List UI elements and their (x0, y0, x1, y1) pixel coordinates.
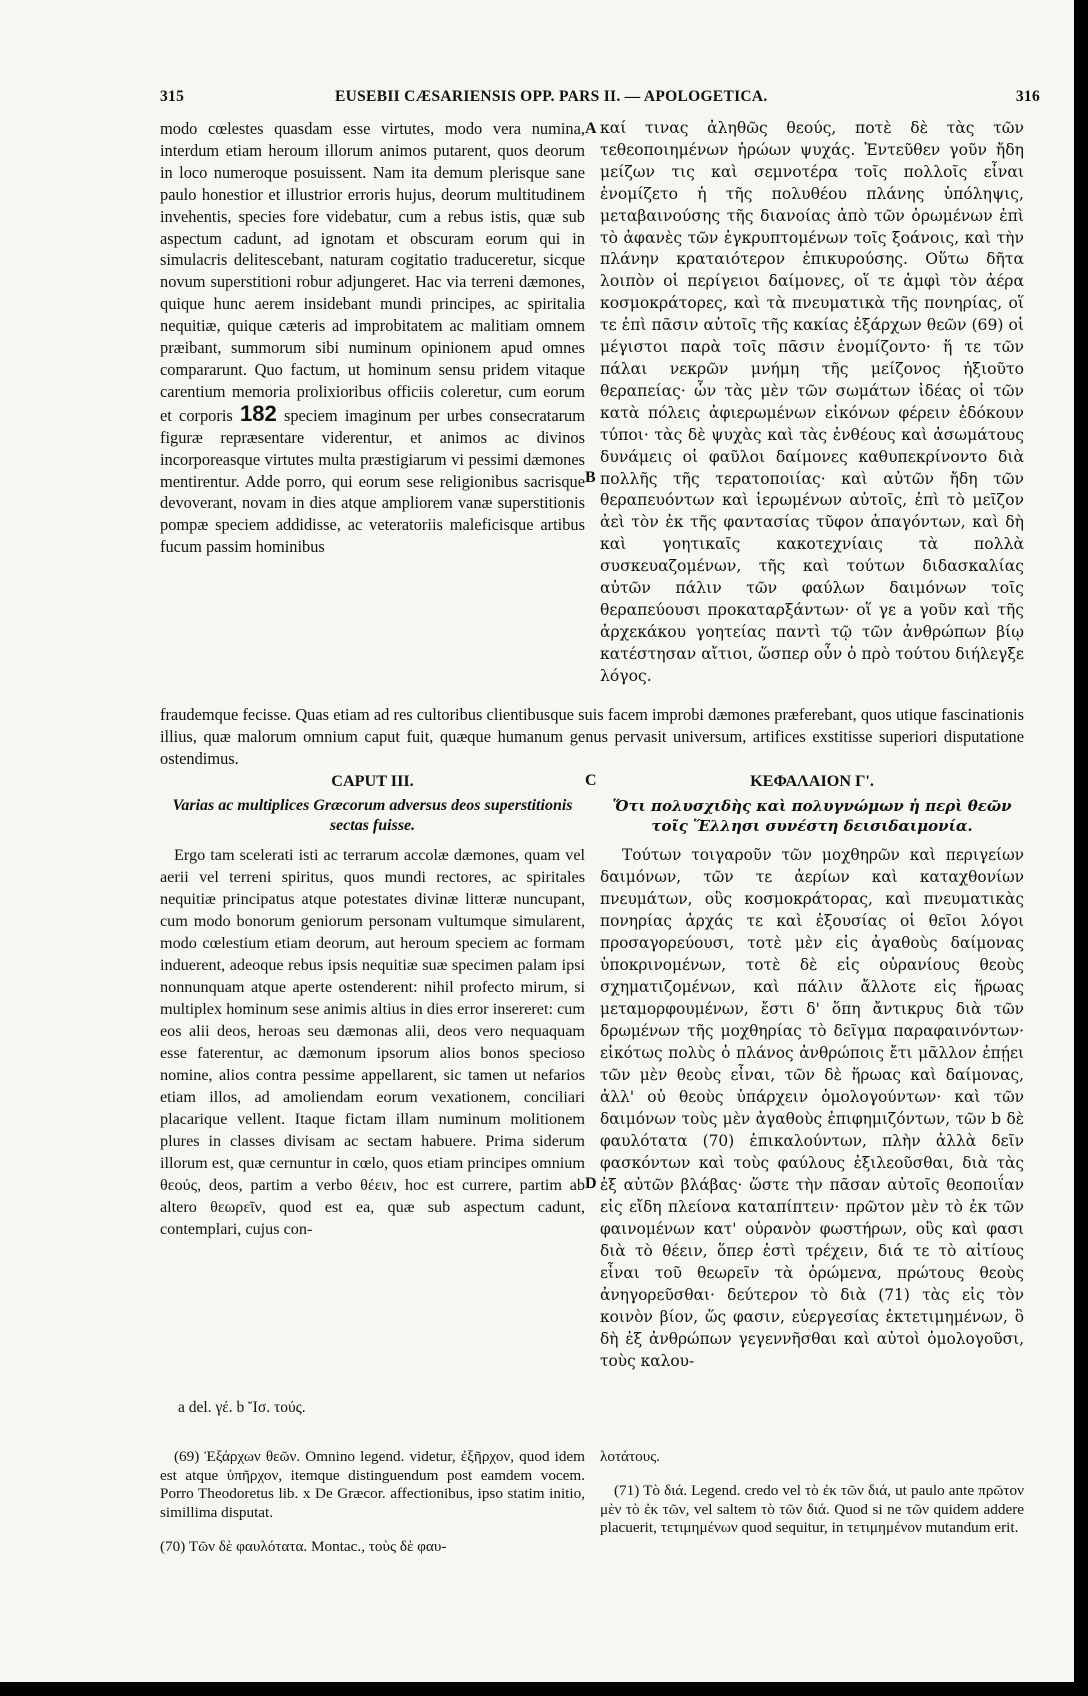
footnote-right-column (600, 1433, 1024, 1553)
greek-chapter-body (600, 844, 1024, 1372)
page-marker: 182 (240, 400, 277, 426)
latin-text-part1: modo cœlestes quasdam esse virtutes, modo vera numina, interdum etiam heroum illorum animos putarent, quos deorum in loco numeroque posuissent. Nam ita demum plerisque sane paulo honestior et illustrior erroris hujus, deorum multitudinem invehentis, species fore videbatur, cum a rebus istis, quæ sub aspectum cadunt, ad ignotam et obscuram eorum qui in simulacris delitescebant, naturam cogitatio traduceretur, sicque novum superstitioni robur adjungeret. Hac via terreni dæmones, quique hunc aerem insidebant mundi principes, ac spiritalia nequitiæ, quique cæteris ad improbitatem ac malitiam omnem præibant, summorum sibi numinum opinionem apud omnes compararunt. Quo factum, ut hominum sensu pridem vitaque carentium memoria prolixioribus officiis coleretur, cum eorum et corporis (160, 119, 585, 425)
left-page-number: 315 (160, 88, 185, 105)
latin-chapter-text: Ergo tam scelerati isti ac terrarum accolæ dæmones, quam vel aerii vel terreni spiritus, quos mundi rectores, ac spiritales nequitiæ principatus atque potestates divinæ litteræ nuncupant, cum modo bonorum geniorum personam vultumque simularent, modo cœlestium etiam deorum, aut heroum speciem ac formam induerent, adeoque rebus ipsis nequitiæ suæ specimen palam ipsi nonnunquam atque aperte ostenderent: nihil profecto mirum, si multiplex hominum sese animis altius in dies error insereret: cum eos alii deos, heroas seu dæmonas alii, deos vero nequaquam esse faterentur, ac dæmonum ipsorum alios bonos specioso nomine, alios contra pessime appellarent, sic tamen ut nefarios etiam illos, ad amoliendam eorum vexationem, conciliari placarique vellent. Itaque fictam illam numinum molitionem plures in classes divisam ac sectam habuere. Prima siderum illorum est, quæ cernuntur in cœlo, quos etiam principes omnium θεούς, deos, partim a verbo θέειν, hoc est currere, partim ab altero θεωρεῖν, quod est ea, quæ sub aspectum cadunt, contemplari, cujus con- (160, 846, 585, 1238)
latin-chapter-body (160, 844, 585, 1240)
greek-column-top (600, 118, 1024, 688)
margin-letter-d: D (585, 1175, 597, 1192)
footnote-71-text: (71) Τὸ διά. Legend. credo vel τὸ ἐκ τῶν διά, ut paulo ante πρῶτον μὲν τὸ ἐκ τῶν, vel saltem τὸ τῶν διά. Quod si ne τῶν quidem addere placuerit, τετιμημένων quod sequitur, in τετιμημένον mutandum erit. (600, 1481, 1024, 1537)
latin-column-top (160, 118, 585, 558)
footnote-70-right-text: λοτάτους. (600, 1448, 661, 1466)
full-width-paragraph (160, 704, 1024, 770)
greek-text-top: καί τινας ἀληθῶς θεούς, ποτὲ δὲ τὰς τῶν τεθεοποιημένων ἡρώων ψυχάς. Ἐντεῦθεν γοῦν ἤδη μείζων τις καὶ σεμνοτέρα τοῖς πολλοῖς εἶναι ἐνομίζετο ἡ τῆς πολυθέου πλάνης ὑπόληψις, μεταβαινούσης τῆς διανοίας ἀπὸ τῶν ὁρωμένων ἐπὶ τὸ ἀφανὲς τῶν ἐγκρυπτομένων τοῖς ξοάνοις, καὶ τὴν πλάνην κραταιότερον ἐπικυρούσης. Οὕτω δῆτα λοιπὸν οἱ περίγειοι δαίμονες, οἵ τε ἀμφὶ τὸν ἀέρα κοσμοκράτορες, καὶ τὰ πνευματικὰ τῆς πονηρίας, οἵ τε ἐπὶ πᾶσιν αὐτοῖς τῆς κακίας ἐξάρχων θεῶν (69) οἱ μέγιστοι παρὰ τοῖς πᾶσιν ἐνομίζοντο· ἥ τε τῶν πάλαι νεκρῶν μνήμη τῆς μείζονος ἠξιοῦτο θεραπείας· ὧν τὰς μὲν τῶν σωμάτων ἰδέας οἱ τῶν κατὰ πόλεις ἀφιερωμένων εἰκόνων φέρειν ἐδόκουν τύποι· τὰς δὲ ψυχὰς καὶ τὰς ἐνθέους καὶ ἀσωμάτους δυνάμεις οἱ φαῦλοι δαίμονες καθυπεκρίνοντο διὰ πολλῆς τῆς τερατοποιίας· καὶ αὐτῶν ἤδη τῶν θεραπευόντων καὶ ἱερωμένων αὐτοῖς, ἐπὶ τὸ μεῖζον ἀεὶ τὸν ἐκ τῆς φαντασίας τῦφον ἀπαγόντων, καὶ δὴ καὶ γοητικαῖς κακοτεχνίαις τὰ πολλὰ συσκευαζομένων, τῆς καὶ τούτων διδασκαλίας αὐτῶν πάλιν τῶν φαύλων δαιμόνων τοῖς θεραπεύουσι προκαταρξάντων· οἵ γε a γοῦν καὶ τῆς ἀρχεκάκου γοητείας παντὶ τῷ τῶν ἀνθρώπων βίῳ κατέστησαν αἴτιοι, ὥσπερ οὖν ὁ πρὸ τούτου διήλεγξε λόγος. (600, 119, 1024, 685)
margin-letter-a: A (585, 120, 597, 137)
footnote-69 (160, 1433, 585, 1572)
running-title: EUSEBII CÆSARIENSIS OPP. PARS II. — APOLOGETICA. (335, 88, 768, 105)
running-header (160, 88, 1040, 114)
footnote-69-text: (69) Ἐξάρχων θεῶν. Omnino legend. videtur, ἐξῆρχον, quod idem est atque ὑπῆρχον, itemque distinguendum post eamdem vocem. Porro Theodoretus lib. x De Græcor. affectionibus, ipso statim initio, simillima disputat. (160, 1448, 585, 1521)
variant-readings: a del. γέ. b Ἴσ. τούς. (178, 1399, 306, 1416)
latin-text-part2: speciem imaginum per urbes consecratarum figuræ repræsentare viderentur, et animos ac divinos incorporeasque virtutes multa præstigiarum vi pessimi dæmones mentirentur. Adde porro, qui eorum sese religionibus sacrisque devoverant, novam in dies atque ampliorem vanæ superstitionis pompæ speciem addidisse, ac veteratoriis maleficisque artibus fucum passim hominibus (160, 405, 585, 557)
greek-chapter-title: Ὅτι πολυσχιδὴς καὶ πολυγνώμων ἡ περὶ θεῶν τοῖς Ἕλλησι συνέστη δεισιδαιμονία. (612, 797, 1012, 835)
latin-chapter-heading: CAPUT III. (331, 772, 414, 790)
right-page-number: 316 (1015, 88, 1040, 105)
margin-letter-c: C (585, 772, 597, 789)
footnote-70-left-text: (70) Τῶν δὲ φαυλότατα. Montac., τοὺς δὲ φαυ- (160, 1537, 447, 1555)
margin-letter-b: B (585, 469, 596, 486)
full-width-text: fraudemque fecisse. Quas etiam ad res cultoribus clientibusque suis facem improbi dæmones præferebant, quos utique fascinationis illius, quæ malorum omnium caput fuit, quæque humanum genus pervasit universum, artifices exstitisse superiori disputatione ostendimus. (160, 705, 1024, 768)
greek-chapter-heading: ΚΕΦΑΛΑΙΟΝ Γ'. (750, 772, 874, 790)
greek-chapter-text: Τούτων τοιγαροῦν τῶν μοχθηρῶν καὶ περιγείων δαιμόνων, τῶν τε ἀερίων καὶ καταχθονίων πνευμάτων, οὓς κοσμοκράτορας, καὶ πνευματικὰς πονηρίας ἀρχάς τε καὶ ἐξουσίας οἱ θεῖοι λόγοι προσαγορεύουσι, τοτὲ μὲν εἰς ἀγαθοὺς δαίμονας ὑποκρινομένων, τοτὲ δὲ εἰς οὐρανίους θεοὺς σχηματιζομένων, καὶ πάλιν ἄλλοτε εἰς ἥρωας μεταμορφουμένων, ἔστι δ' ὅπη ἄντικρυς διὰ τῶν δρωμένων τῆς μοχθηρίας τὸ δεῖγμα παραφαινόντων· εἰκότως πολὺς ὁ πλάνος ἀνθρώποις ἔτι μᾶλλον ἐπῄει τῶν μὲν θεοὺς εἶναι, τῶν δὲ ἥρωας καὶ δαίμονας, ἀλλ' οὐ θεοὺς ὑπάρχειν ὁμολογούντων· καὶ τῶν δαιμόνων τοὺς μὲν ἀγαθοὺς ἐπιφημιζόντων, τῶν b δὲ φαυλότατα (70) ἐπικαλούντων, πλὴν ἀλλὰ δεῖν φασκόντων καὶ τοὺς φαύλους ἐξιλεοῦσθαι, διὰ τὰς ἐξ αὐτῶν βλάβας· ὥστε τὴν πᾶσαν αὐτοῖς θεοποιΐαν εἰς εἴδη πλείονα καταπίπτειν· πρῶτον μὲν τὸ ἐκ τῶν φαινομένων κατ' οὐρανὸν φωστήρων, οὓς καὶ φασι διὰ τὸ θέειν, ὅπερ ἐστὶ τρέχειν, διά τε τὸ αἰτίους εἶναι τοῦ θεωρεῖν τὰ ὁρώμενα, πρώτους θεοὺς ἀνηγορεῦσθαι· δεύτερον τὸ διὰ (71) τὰς εἰς τὸν κοινὸν βίον, ὥς φασιν, εὐεργεσίας ἐκτετιμημένων, ὃ δὴ ἐξ ἀνθρώπων γεγεννῆσθαι καὶ αὐτοὶ ὁμολογοῦσι, τοὺς καλου- (600, 846, 1024, 1370)
latin-chapter-title: Varias ac multiplices Græcorum adversus deos superstitionis sectas fuisse. (172, 797, 573, 834)
